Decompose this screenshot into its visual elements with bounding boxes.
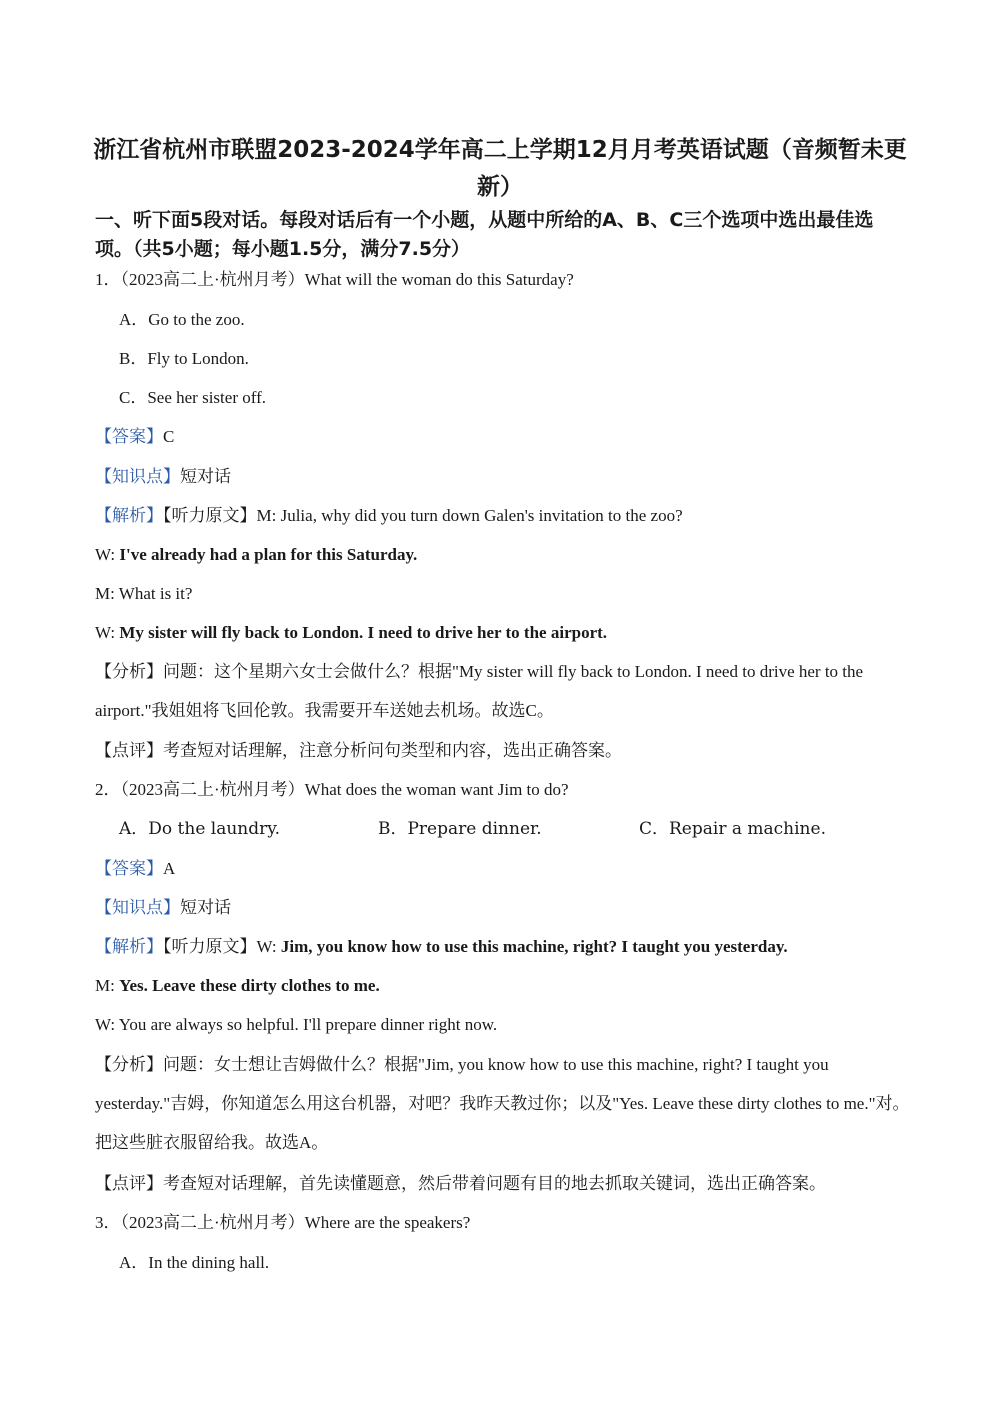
- answer-value: C: [163, 427, 175, 446]
- knowledge-value: 短对话: [180, 467, 231, 486]
- transcript-line: M: Julia, why did you turn down Galen's invitation to the zoo?: [256, 506, 683, 525]
- transcript-line: [95, 542, 910, 568]
- transcript-label: 【听力原文】: [163, 937, 257, 956]
- transcript-line: [95, 973, 910, 999]
- speaker: W:: [256, 937, 281, 956]
- question-1-option-c[interactable]: C．See her sister off.: [119, 388, 266, 407]
- question-1-option-a[interactable]: A．Go to the zoo.: [119, 310, 245, 329]
- dianping-label: 【点评】: [95, 741, 163, 760]
- answer-label: 【答案】: [95, 427, 163, 446]
- fenxi-text: 问题：这个星期六女士会做什么？根据"My sister will fly back to London. I need to drive her to the airport."我姐姐将飞回伦敦。我需要开车送她去机场。故选C。: [95, 662, 864, 720]
- question-2-dianping: [95, 1171, 910, 1197]
- transcript-line: M: What is it?: [95, 584, 193, 603]
- answer-label: 【答案】: [95, 859, 163, 878]
- question-2-analysis: [95, 934, 910, 960]
- question-3-stem: 3．（2023高二上·杭州月考）Where are the speakers?: [95, 1213, 471, 1232]
- key-sentence: My sister will fly back to London. I need to drive her to the airport.: [119, 623, 608, 642]
- speaker: W:: [95, 623, 120, 642]
- transcript-line: [95, 620, 910, 646]
- dianping-text: 考查短对话理解，首先读懂题意，然后带着问题有目的地去抓取关键词，选出正确答案。: [163, 1174, 826, 1193]
- question-2-knowledge: [95, 895, 910, 921]
- question-2-option-b[interactable]: B．Prepare dinner.: [378, 819, 542, 839]
- question-2-stem: 2．（2023高二上·杭州月考）What does the woman want Jim to do?: [95, 780, 569, 799]
- answer-value: A: [163, 859, 176, 878]
- fenxi-text: 问题：女士想让吉姆做什么？根据"Jim, you know how to use this machine, right? I taught you yesterday."吉姆，你知道怎么用这台机器，对吧？我昨天教过你；以及"Yes. Leave these dirty clothes to me."对。把这些脏衣服留给我。故选A。: [95, 1055, 910, 1152]
- transcript-line: W: You are always so helpful. I'll prepare dinner right now.: [95, 1015, 498, 1034]
- speaker: W:: [95, 545, 120, 564]
- knowledge-label: 【知识点】: [95, 898, 180, 917]
- key-sentence: Yes. Leave these dirty clothes to me.: [119, 976, 380, 995]
- question-1-dianping: [95, 738, 910, 764]
- question-1-answer: [95, 424, 910, 450]
- question-3-option-a[interactable]: A．In the dining hall.: [119, 1253, 270, 1272]
- question-2-option-a[interactable]: A．Do the laundry.: [119, 819, 281, 839]
- question-2-option-c[interactable]: C．Repair a machine.: [639, 819, 826, 839]
- analysis-label: 【解析】: [95, 937, 163, 956]
- knowledge-label: 【知识点】: [95, 467, 180, 486]
- question-1-knowledge: [95, 464, 910, 490]
- fenxi-label: 【分析】: [95, 1055, 163, 1074]
- question-2-fenxi: [95, 1045, 910, 1162]
- transcript-label: 【听力原文】: [163, 506, 257, 525]
- question-1-stem: 1．（2023高二上·杭州月考）What will the woman do this Saturday?: [95, 270, 574, 289]
- question-2-options: [119, 816, 910, 842]
- question-2-answer: [95, 856, 910, 882]
- question-1-option-b[interactable]: B．Fly to London.: [119, 349, 249, 368]
- section-heading: 一、听下面5段对话。每段对话后有一个小题，从题中所给的A、B、C三个选项中选出最佳选项。（共5小题；每小题1.5分，满分7.5分）: [95, 209, 874, 260]
- speaker: M:: [95, 976, 120, 995]
- question-1-fenxi: [95, 652, 910, 730]
- dianping-text: 考查短对话理解，注意分析问句类型和内容，选出正确答案。: [163, 741, 622, 760]
- fenxi-label: 【分析】: [95, 662, 163, 681]
- analysis-label: 【解析】: [95, 506, 163, 525]
- dianping-label: 【点评】: [95, 1174, 163, 1193]
- knowledge-value: 短对话: [180, 898, 231, 917]
- key-sentence: I've already had a plan for this Saturday.: [119, 545, 418, 564]
- page-title: 浙江省杭州市联盟2023-2024学年高二上学期12月月考英语试题（音频暂未更新）: [93, 137, 907, 200]
- question-1-analysis: [95, 503, 910, 529]
- key-sentence: Jim, you know how to use this machine, right? I taught you yesterday.: [280, 937, 788, 956]
